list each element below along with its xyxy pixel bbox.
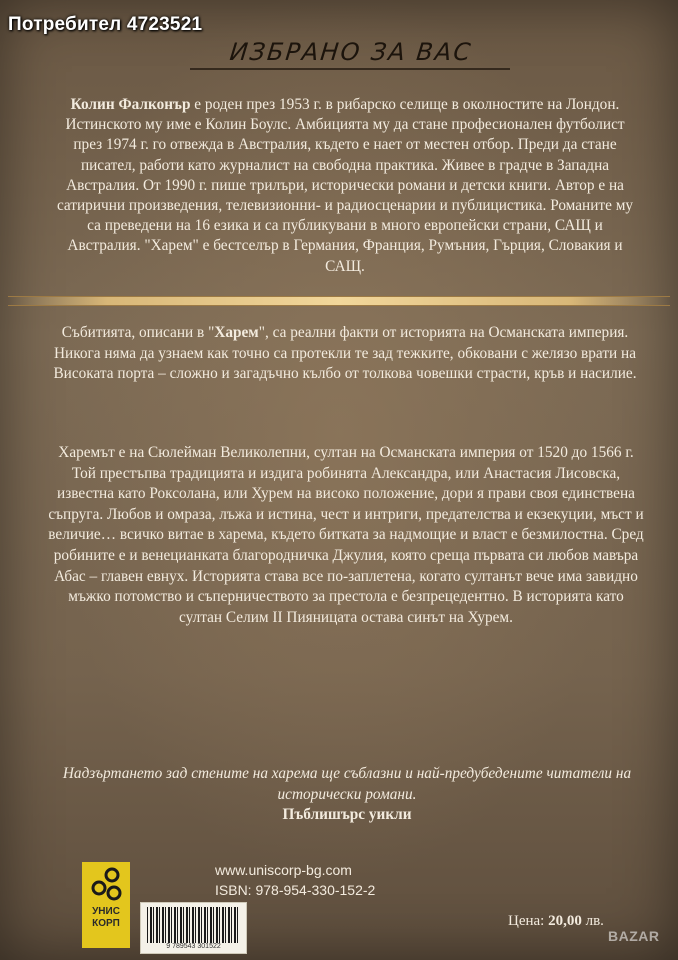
price (508, 913, 604, 930)
heading-underline (190, 68, 510, 70)
logo-line-2: КОРП (92, 918, 120, 929)
site-watermark: BAZAR (608, 928, 660, 944)
synopsis-p1-rest: ", са реални факти от историята на Османската империя. Никога няма да узнаем как точно са протекли те зад тежките, обковани с желязо врати на Високата порта – сложно и загадъчно кълбо от толкова човешки страсти, кръв и насилие. (53, 324, 637, 382)
barcode (140, 902, 247, 954)
synopsis-paragraph-1 (50, 323, 640, 385)
review-source: Пъблишърс уикли (282, 806, 412, 823)
isbn: ISBN: 978-954-330-152-2 (215, 882, 376, 898)
synopsis-paragraph-2: Харемът е на Сюлейман Великолепни, султан на Османската империя от 1520 до 1566 г. Той престъпва традицията и издига робинята Александра, или Анастасия Лисовска, известна като Роксолана, или Хурем на високо положение, дори я прави своя единствена съпруга. Любов и омраза, лъжа и истина, чест и интриги, предателства и екзекуции, мъст и величие… всичко витае в харема, където битката за надмощие и власт е безмилостна. Сред робините е и венецианката благородничка Джулия, която среща първата си любов мавъра Абас – главен евнух. Историята става все по-заплетена, когато султанът вече има завидно мъжко потомство и съперничеството за престола е безпрецедентно. В историята като султан Селим II Пияницата остава синът на Хурем. (48, 444, 644, 626)
price-value: 20,00 (548, 913, 582, 929)
publisher-url: www.uniscorp-bg.com (215, 862, 352, 878)
user-watermark: Потребител 4723521 (8, 14, 203, 35)
barcode-number: 9 789543 301522 (166, 943, 221, 950)
publisher-logo-text (82, 906, 130, 930)
price-currency: лв. (581, 913, 604, 929)
author-bio (50, 95, 640, 277)
book-title-inline: Харем (214, 324, 259, 341)
publisher-logo (82, 862, 130, 948)
synopsis-p1-lead: Събитията, описани в " (61, 324, 215, 341)
barcode-bars (147, 907, 240, 943)
unis-corp-logo-icon (88, 866, 124, 902)
price-label: Цена: (508, 913, 549, 929)
review-quote (52, 764, 642, 826)
logo-line-1: УНИС (92, 906, 120, 917)
author-bio-text: е роден през 1953 г. в рибарско селище в околностите на Лондон. Истинското му име е Колин Боулс. Амбицията му да стане професионален футболист през 1974 г. го отвежда в Австралия, където е нает от местен отбор. Преди да стане писател, работи като журналист на свободна практика. Живее в градче в Западна Австралия. От 1990 г. пише трилъри, исторически романи и детски книги. Автор е на сатирични произведения, телевизионни- и радиосценарии и публицистика. Романите му са преведени на 16 езика и са публикувани в много европейски страни, САЩ и Австралия. "Харем" е бестселър в Германия, Франция, Румъния, Гърция, Словакия и САЩ. (56, 96, 634, 275)
gold-divider (8, 296, 670, 306)
section-heading: ИЗБРАНО ЗА ВАС (228, 38, 474, 66)
review-quote-text: Надзъртането зад стените на харема ще съблазни и най-предубедените читатели на исторически романи. (62, 765, 632, 803)
author-name: Колин Фалконър (70, 96, 191, 113)
